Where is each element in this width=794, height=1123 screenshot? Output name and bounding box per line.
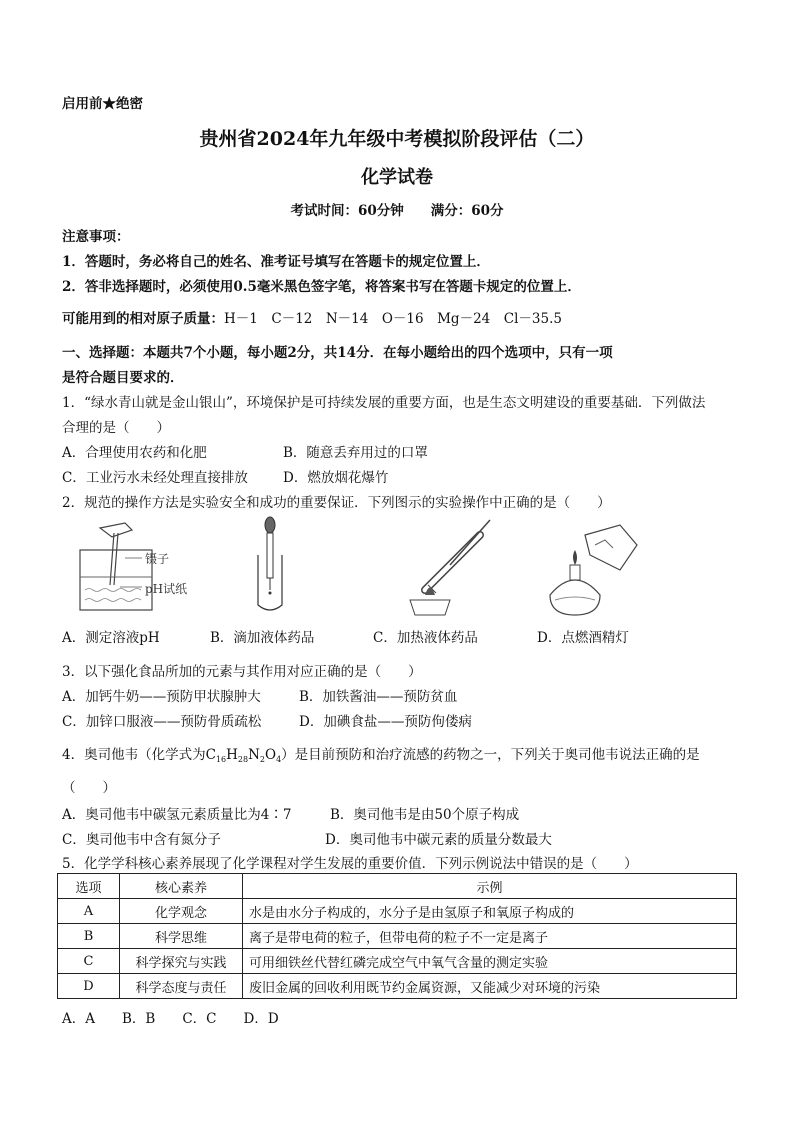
question-2-stem: 2．规范的操作方法是实验安全和成功的重要保证．下列图示的实验操作中正确的是（ ） bbox=[62, 495, 611, 511]
dropper-illustration bbox=[245, 515, 295, 615]
exam-info: 考试时间：60分钟 满分：60分 bbox=[290, 203, 504, 219]
table-cell: 水是由水分子构成的，水分子是由氢原子和氧原子构成的 bbox=[243, 899, 737, 924]
tweezers-label: 镊子 bbox=[145, 552, 170, 566]
core-literacy-table bbox=[57, 873, 737, 999]
q4-text: ）是目前预防和治疗流感的药物之一，下列关于奥司他韦说法正确的是 bbox=[281, 747, 700, 763]
q4-text: N bbox=[248, 747, 260, 763]
table-row bbox=[58, 924, 737, 949]
q4-sub: 4 bbox=[276, 755, 282, 764]
table-cell: 废旧金属的回收利用既节约金属资源，又能减少对环境的污染 bbox=[243, 974, 737, 999]
q4-text: H bbox=[226, 747, 238, 763]
notes-heading: 注意事项： bbox=[62, 229, 130, 245]
question-1-stem: 合理的是（ ） bbox=[62, 420, 170, 436]
table-row bbox=[58, 949, 737, 974]
table-cell: 科学思维 bbox=[120, 924, 243, 949]
table-cell: B bbox=[58, 924, 120, 949]
ph-test-illustration bbox=[70, 515, 200, 615]
table-row bbox=[58, 974, 737, 999]
question-4-option-b[interactable]: B．奥司他韦是由50个原子构成 bbox=[330, 807, 520, 823]
table-header: 选项 bbox=[58, 874, 120, 899]
table-cell: 科学探究与实践 bbox=[120, 949, 243, 974]
exam-subtitle: 化学试卷 bbox=[361, 167, 433, 188]
lamp-lighting-illustration bbox=[545, 515, 645, 615]
question-3-option-d[interactable]: D．加碘食盐——预防佝偻病 bbox=[299, 714, 472, 730]
table-cell: A bbox=[58, 899, 120, 924]
q4-sub: 2 bbox=[259, 755, 265, 764]
table-cell: 科学态度与责任 bbox=[120, 974, 243, 999]
table-header: 核心素养 bbox=[120, 874, 243, 899]
question-3-option-b[interactable]: B．加铁酱油——预防贫血 bbox=[299, 689, 458, 705]
question-4-paren: （ ） bbox=[62, 780, 116, 796]
table-header-row bbox=[58, 874, 737, 899]
table-cell: 可用细铁丝代替红磷完成空气中氧气含量的测定实验 bbox=[243, 949, 737, 974]
question-4-option-c[interactable]: C．奥司他韦中含有氮分子 bbox=[62, 832, 221, 848]
table-cell: D bbox=[58, 974, 120, 999]
question-4-stem bbox=[62, 743, 700, 764]
question-5-options[interactable]: A．A B．B C．C D．D bbox=[62, 1011, 279, 1027]
question-3-stem: 3．以下强化食品所加的元素与其作用对应正确的是（ ） bbox=[62, 664, 422, 680]
q4-sub: 16 bbox=[215, 755, 227, 764]
question-2-option-d[interactable]: D．点燃酒精灯 bbox=[537, 630, 629, 646]
question-2-option-b[interactable]: B．滴加液体药品 bbox=[210, 630, 315, 646]
question-2-option-a[interactable]: A．测定溶液pH bbox=[62, 630, 160, 646]
confidential-label: 启用前★绝密 bbox=[62, 96, 143, 112]
question-2-option-c[interactable]: C．加热液体药品 bbox=[373, 630, 478, 646]
question-3-option-c[interactable]: C．加锌口服液——预防骨质疏松 bbox=[62, 714, 262, 730]
section-heading: 是符合题目要求的． bbox=[62, 370, 184, 386]
question-1-stem: 1．“绿水青山就是金山银山”，环境保护是可持续发展的重要方面，也是生态文明建设的重要基础．下列做法 bbox=[62, 395, 706, 411]
exam-title: 贵州省2024年九年级中考模拟阶段评估（二） bbox=[199, 128, 595, 150]
section-heading: 一、选择题：本题共7个小题，每小题2分，共14分．在每小题给出的四个选项中，只有一项 bbox=[62, 345, 613, 361]
question-4-option-a[interactable]: A．奥司他韦中碳氢元素质量比为4∶7 bbox=[62, 807, 292, 823]
question-1-option-d[interactable]: D．燃放烟花爆竹 bbox=[283, 470, 389, 486]
question-1-option-a[interactable]: A．合理使用农药和化肥 bbox=[62, 445, 207, 461]
atomic-masses-label: 可能用到的相对原子质量： bbox=[62, 311, 224, 327]
ph-paper-label: pH试纸 bbox=[145, 582, 188, 596]
atomic-masses bbox=[62, 307, 562, 327]
table-cell: C bbox=[58, 949, 120, 974]
note-item: 2．答非选择题时，必须使用0.5毫米黑色签字笔，将答案书写在答题卡规定的位置上． bbox=[62, 279, 581, 295]
question-1-option-b[interactable]: B．随意丢弃用过的口罩 bbox=[283, 445, 428, 461]
q4-text: 4．奥司他韦（化学式为C bbox=[62, 747, 216, 763]
heating-liquid-illustration bbox=[400, 515, 500, 615]
question-4-option-d[interactable]: D．奥司他韦中碳元素的质量分数最大 bbox=[325, 832, 552, 848]
atomic-masses-values: H－1 C－12 N－14 O－16 Mg－24 Cl－35.5 bbox=[224, 311, 562, 327]
table-header: 示例 bbox=[243, 874, 737, 899]
question-3-option-a[interactable]: A．加钙牛奶——预防甲状腺肿大 bbox=[62, 689, 261, 705]
table-row bbox=[58, 899, 737, 924]
table-cell: 化学观念 bbox=[120, 899, 243, 924]
note-item: 1．答题时，务必将自己的姓名、准考证号填写在答题卡的规定位置上． bbox=[62, 254, 490, 270]
q4-text: O bbox=[264, 747, 277, 763]
q4-sub: 28 bbox=[237, 755, 249, 764]
question-5-stem: 5．化学学科核心素养展现了化学课程对学生发展的重要价值．下列示例说法中错误的是（ ） bbox=[62, 856, 638, 872]
question-1-option-c[interactable]: C．工业污水未经处理直接排放 bbox=[62, 470, 248, 486]
table-cell: 离子是带电荷的粒子，但带电荷的粒子不一定是离子 bbox=[243, 924, 737, 949]
